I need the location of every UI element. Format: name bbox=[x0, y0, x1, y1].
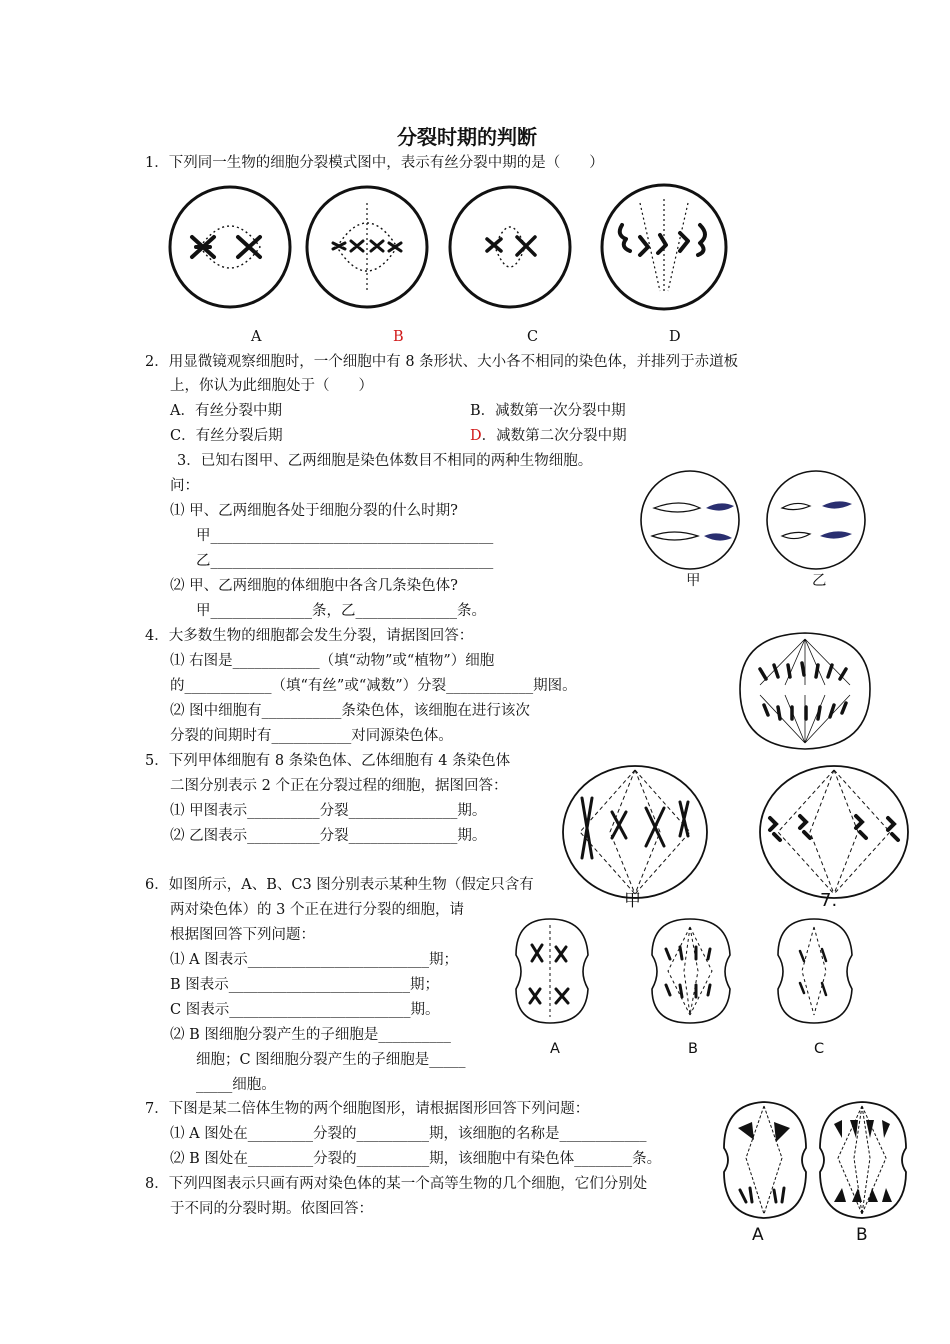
q2-option-a: A．有丝分裂中期 bbox=[170, 403, 282, 419]
q7-fig-label-b: B bbox=[856, 1225, 868, 1245]
q3-ask: 问： bbox=[170, 478, 199, 494]
q6-a: ⑴ A 图表示_________________________期； bbox=[170, 952, 458, 968]
q6-cell-a bbox=[516, 919, 588, 1023]
page-title: 分裂时期的判断 bbox=[397, 125, 537, 149]
q5-stem2: 二图分别表示 2 个正在分裂过程的细胞，据图回答： bbox=[170, 778, 508, 794]
q6-fig-label-a: A bbox=[550, 1041, 560, 1057]
q5-line2: ⑵ 乙图表示__________分裂_______________期。 bbox=[170, 828, 487, 844]
q3-cell-yi bbox=[767, 471, 865, 569]
q2-option-b: B．减数第一次分裂中期 bbox=[470, 403, 626, 419]
q7-figure bbox=[718, 1098, 918, 1228]
q2-option-d bbox=[470, 427, 627, 445]
q6-part2c: _____细胞。 bbox=[196, 1077, 276, 1093]
q3-part2: ⑵ 甲、乙两细胞的体细胞中各含几条染色体? bbox=[170, 578, 458, 594]
q5-figure bbox=[560, 762, 910, 902]
q1-label-c: C bbox=[527, 329, 539, 345]
q1-label-a: A bbox=[251, 329, 262, 345]
q6-stem1: 6．如图所示，A、B、C3 图分别表示某种生物（假定只含有 bbox=[145, 877, 534, 893]
q4-line1: ⑴ 右图是____________（填“动物”或“植物”）细胞 bbox=[170, 653, 495, 669]
q3-part1-yi: 乙_______________________________________ bbox=[196, 553, 494, 569]
q3-stem: 3．已知右图甲、乙两细胞是染色体数目不相同的两种生物细胞。 bbox=[177, 453, 593, 469]
q8-line1: 8．下列四图表示只画有两对染色体的某一个高等生物的几个细胞，它们分别处 bbox=[145, 1176, 648, 1192]
q1-cell-c bbox=[450, 187, 570, 307]
q2-option-c: C．有丝分裂后期 bbox=[170, 428, 283, 444]
q6-cell-b bbox=[652, 919, 730, 1023]
q6-fig-label-c: C bbox=[814, 1041, 825, 1057]
q2-option-d-letter: D bbox=[470, 428, 482, 444]
q3-fig-label-yi: 乙 bbox=[812, 573, 827, 589]
q7-cell-a bbox=[724, 1102, 806, 1218]
q3-part2-answer: 甲______________条，乙______________条。 bbox=[196, 603, 486, 619]
q3-part1-jia: 甲_______________________________________ bbox=[196, 528, 494, 544]
q5-fig-label-yi: 7. bbox=[820, 890, 838, 911]
q5-stem1: 5．下列甲体细胞有 8 条染色体、乙体细胞有 4 条染色体 bbox=[145, 753, 511, 769]
q7-line1: ⑴ A 图处在_________分裂的__________期，该细胞的名称是____________ bbox=[170, 1126, 647, 1142]
q8-line2: 于不同的分裂时期。依图回答： bbox=[170, 1201, 373, 1217]
q1-cell-figures bbox=[160, 185, 740, 315]
q7-line2: ⑵ B 图处在_________分裂的__________期，该细胞中有染色体________条。 bbox=[170, 1151, 662, 1167]
q6-cell-c bbox=[778, 919, 852, 1023]
q6-fig-label-b: B bbox=[688, 1041, 698, 1057]
q1-cell-a bbox=[170, 187, 290, 307]
q4-line2: 的____________（填“有丝”或“减数”）分裂____________期图。 bbox=[170, 678, 577, 694]
q4-line4: 分裂的间期时有___________对同源染色体。 bbox=[170, 728, 453, 744]
q2-stem-line2: 上，你认为此细胞处于（ ） bbox=[170, 378, 373, 394]
q3-cell-jia bbox=[641, 471, 739, 569]
q7-fig-label-a: A bbox=[752, 1225, 764, 1245]
q1-cell-d bbox=[602, 185, 726, 309]
q2-stem-line1: 2．用显微镜观察细胞时，一个细胞中有 8 条形状、大小各不相同的染色体，并排列于赤道板 bbox=[145, 354, 739, 370]
q3-fig-label-jia: 甲 bbox=[686, 573, 701, 589]
q2-option-d-text: ．减数第二次分裂中期 bbox=[481, 428, 627, 444]
q1-stem: 1．下列同一生物的细胞分裂模式图中，表示有丝分裂中期的是（ ） bbox=[145, 155, 604, 171]
q4-line3: ⑵ 图中细胞有___________条染色体，该细胞在进行该次 bbox=[170, 703, 530, 719]
q6-part2b: 细胞；C 图细胞分裂产生的子细胞是_____ bbox=[196, 1052, 466, 1068]
q6-part2a: ⑵ B 图细胞分裂产生的子细胞是__________ bbox=[170, 1027, 451, 1043]
q3-part1: ⑴ 甲、乙两细胞各处于细胞分裂的什么时期? bbox=[170, 503, 458, 519]
q6-b: B 图表示_________________________期； bbox=[170, 977, 440, 993]
q7-cell-b bbox=[820, 1102, 906, 1218]
q5-cell-jia bbox=[563, 766, 707, 898]
q1-cell-b bbox=[307, 187, 427, 307]
q6-c: C 图表示_________________________期。 bbox=[170, 1002, 440, 1018]
q6-stem2: 两对染色体）的 3 个正在进行分裂的细胞，请 bbox=[170, 902, 464, 918]
q7-stem: 7．下图是某二倍体生物的两个细胞图形，请根据图形回答下列问题： bbox=[145, 1101, 590, 1117]
q5-line1: ⑴ 甲图表示__________分裂_______________期。 bbox=[170, 803, 487, 819]
q4-stem: 4．大多数生物的细胞都会发生分裂，请据图回答： bbox=[145, 628, 474, 644]
q4-figure bbox=[730, 625, 880, 755]
q3-figure bbox=[640, 470, 880, 580]
q5-fig-label-jia: 甲 bbox=[624, 891, 641, 911]
q6-stem3: 根据图回答下列问题： bbox=[170, 927, 315, 943]
q5-cell-yi bbox=[760, 766, 908, 898]
q1-label-b: B bbox=[393, 329, 404, 345]
q1-label-d: D bbox=[669, 329, 681, 345]
q6-figure bbox=[510, 915, 870, 1045]
